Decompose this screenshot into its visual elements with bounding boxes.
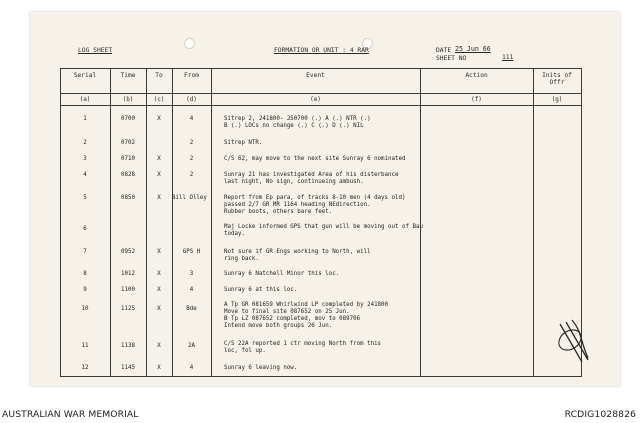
row-12-from: 4	[189, 365, 194, 371]
row-11-event-line-2: loc, fol up.	[224, 348, 266, 354]
row-4-event-line-1: Sunray 21 has investigated Area of his disterbance	[224, 172, 399, 178]
row-5-event-line-1: Report from Ep para, of tracks 8-10 men (4 days old)	[224, 195, 406, 201]
col-divider	[60, 68, 61, 376]
row-8-from: 3	[189, 271, 194, 277]
row-11-to: X	[157, 343, 161, 349]
col-divider	[211, 68, 212, 376]
row-6-serial: 6	[83, 226, 87, 232]
punch-hole-left	[184, 38, 195, 49]
row-9-event-line-1: Sunray 6 at this loc.	[224, 287, 298, 293]
handwritten-page-number	[552, 318, 598, 370]
col-to-header: To	[155, 72, 163, 79]
sheet-no-value: 111	[502, 54, 514, 61]
row-11-serial: 11	[81, 343, 89, 349]
row-4-event-line-2: last night, No sign, continueing ambush.	[224, 179, 364, 185]
row-9-to: X	[157, 287, 161, 293]
row-10-event-line-3: B Tp LZ 087652 completed, mov to 089706	[224, 316, 361, 322]
table-top-rule	[60, 68, 582, 69]
row-7-serial: 7	[83, 249, 87, 255]
row-9-from: 4	[189, 287, 194, 293]
col-divider	[110, 68, 111, 376]
row-4-serial: 4	[83, 172, 87, 178]
col-time-header: Time	[120, 72, 136, 79]
row-2-from: 2	[189, 140, 194, 146]
subhead-a: (a)	[79, 96, 91, 103]
row-5-time: 0850	[121, 195, 135, 201]
row-5-to: X	[157, 195, 161, 201]
row-6-event-line-2: today.	[224, 231, 245, 237]
row-2-serial: 2	[83, 140, 87, 146]
subhead-g: (g)	[551, 96, 563, 103]
row-3-serial: 3	[83, 156, 87, 162]
row-1-serial: 1	[83, 116, 87, 122]
table-head-rule	[60, 93, 582, 94]
row-7-event-line-2: ring back.	[224, 256, 259, 262]
sheet-no-label: SHEET NO	[436, 55, 467, 62]
row-4-to: X	[157, 172, 161, 178]
row-5-event-line-3: Rubber boots, others bare feet.	[224, 209, 333, 215]
row-8-to: X	[157, 271, 161, 277]
row-10-serial: 10	[81, 306, 89, 312]
row-12-time: 1145	[121, 365, 135, 371]
col-serial-header: Serial	[73, 72, 97, 79]
row-8-serial: 8	[83, 271, 87, 277]
row-10-event-line-4: Intend move both groups 26 Jun.	[224, 323, 333, 329]
row-3-time: 0710	[121, 156, 135, 162]
row-6-event-line-1: Maj Locke informed GPS that gun will be moving out of Bau	[224, 224, 423, 230]
col-divider	[533, 68, 534, 376]
row-1-from: 4	[189, 116, 194, 122]
subhead-d: (d)	[186, 96, 197, 103]
formation-label: FORMATION OR UNIT : 4 RAR	[274, 47, 369, 54]
row-12-serial: 12	[81, 365, 89, 371]
col-inits-header: Inits of Offr	[542, 72, 572, 86]
row-4-from: 2	[189, 172, 194, 178]
table-subhead-rule	[60, 105, 582, 106]
subhead-f: (f)	[471, 96, 482, 103]
row-11-from: 2A	[188, 343, 195, 349]
row-3-from: 2	[189, 156, 194, 162]
row-10-event-line-1: A Tp GR 081659 Whirlwind LP completed by 241800	[224, 302, 389, 308]
row-9-serial: 9	[83, 287, 87, 293]
row-10-event-line-2: Move to final site 087652 on 25 Jun.	[224, 309, 350, 315]
row-5-serial: 5	[83, 195, 87, 201]
row-2-event-line-1: Sitrep NTR.	[224, 140, 263, 146]
row-11-time: 1138	[121, 343, 135, 349]
row-7-time: 0952	[121, 249, 135, 255]
col-divider	[172, 68, 173, 376]
subhead-c: (c)	[153, 96, 165, 103]
row-3-to: X	[157, 156, 161, 162]
col-from-header: From	[184, 72, 199, 79]
row-10-from: Bde	[186, 306, 197, 312]
table-bottom-rule	[60, 376, 582, 377]
archive-footer-right: RCDIG1028826	[564, 409, 636, 420]
row-2-time: 0702	[121, 140, 135, 146]
col-action-header: Action	[465, 72, 488, 79]
row-10-time: 1125	[121, 306, 135, 312]
row-12-event-line-1: Sunray 6 leaving now.	[224, 365, 298, 371]
row-4-time: 0828	[121, 172, 135, 178]
row-7-event-line-1: Not sure if GR Engs working to North, will	[224, 249, 371, 255]
date-label: DATE	[436, 47, 452, 54]
archive-footer-left: AUSTRALIAN WAR MEMORIAL	[2, 409, 139, 420]
row-10-to: X	[157, 306, 161, 312]
date-value: 25 Jun 66	[455, 45, 491, 53]
row-5-event-line-2: passed 2/7 GR MR 1164 heading NEdirection.	[224, 202, 371, 208]
row-7-from: GPS H	[182, 249, 201, 255]
col-event-header: Event	[306, 72, 325, 79]
row-5-from: Bill Olley	[172, 195, 207, 201]
col-divider	[146, 68, 147, 376]
row-3-event-line-1: C/S 62, may move to the next site Sunray 6 nominated	[224, 156, 406, 162]
row-11-event-line-1: C/S 22A reported 1 ctr moving North from this	[224, 341, 382, 347]
col-divider	[420, 68, 421, 376]
row-1-event-line-2: B (.) LOCs no change (.) C (.) D (.) NIL	[224, 123, 364, 129]
row-1-event-line-1: Sitrep 2, 241800- 250700 (.) A (.) NTR (.)	[224, 116, 371, 122]
row-1-to: X	[157, 116, 161, 122]
row-8-time: 1012	[121, 271, 135, 277]
row-9-time: 1100	[121, 287, 135, 293]
subhead-b: (b)	[122, 96, 134, 103]
row-1-time: 0700	[121, 116, 135, 122]
row-7-to: X	[157, 249, 161, 255]
row-8-event-line-1: Sunray 6 Natchell Minor this loc.	[224, 271, 340, 277]
sheet-title: LOG SHEET	[78, 47, 113, 54]
log-sheet-page	[30, 12, 620, 386]
subhead-e: (e)	[310, 96, 321, 103]
row-12-to: X	[157, 365, 161, 371]
